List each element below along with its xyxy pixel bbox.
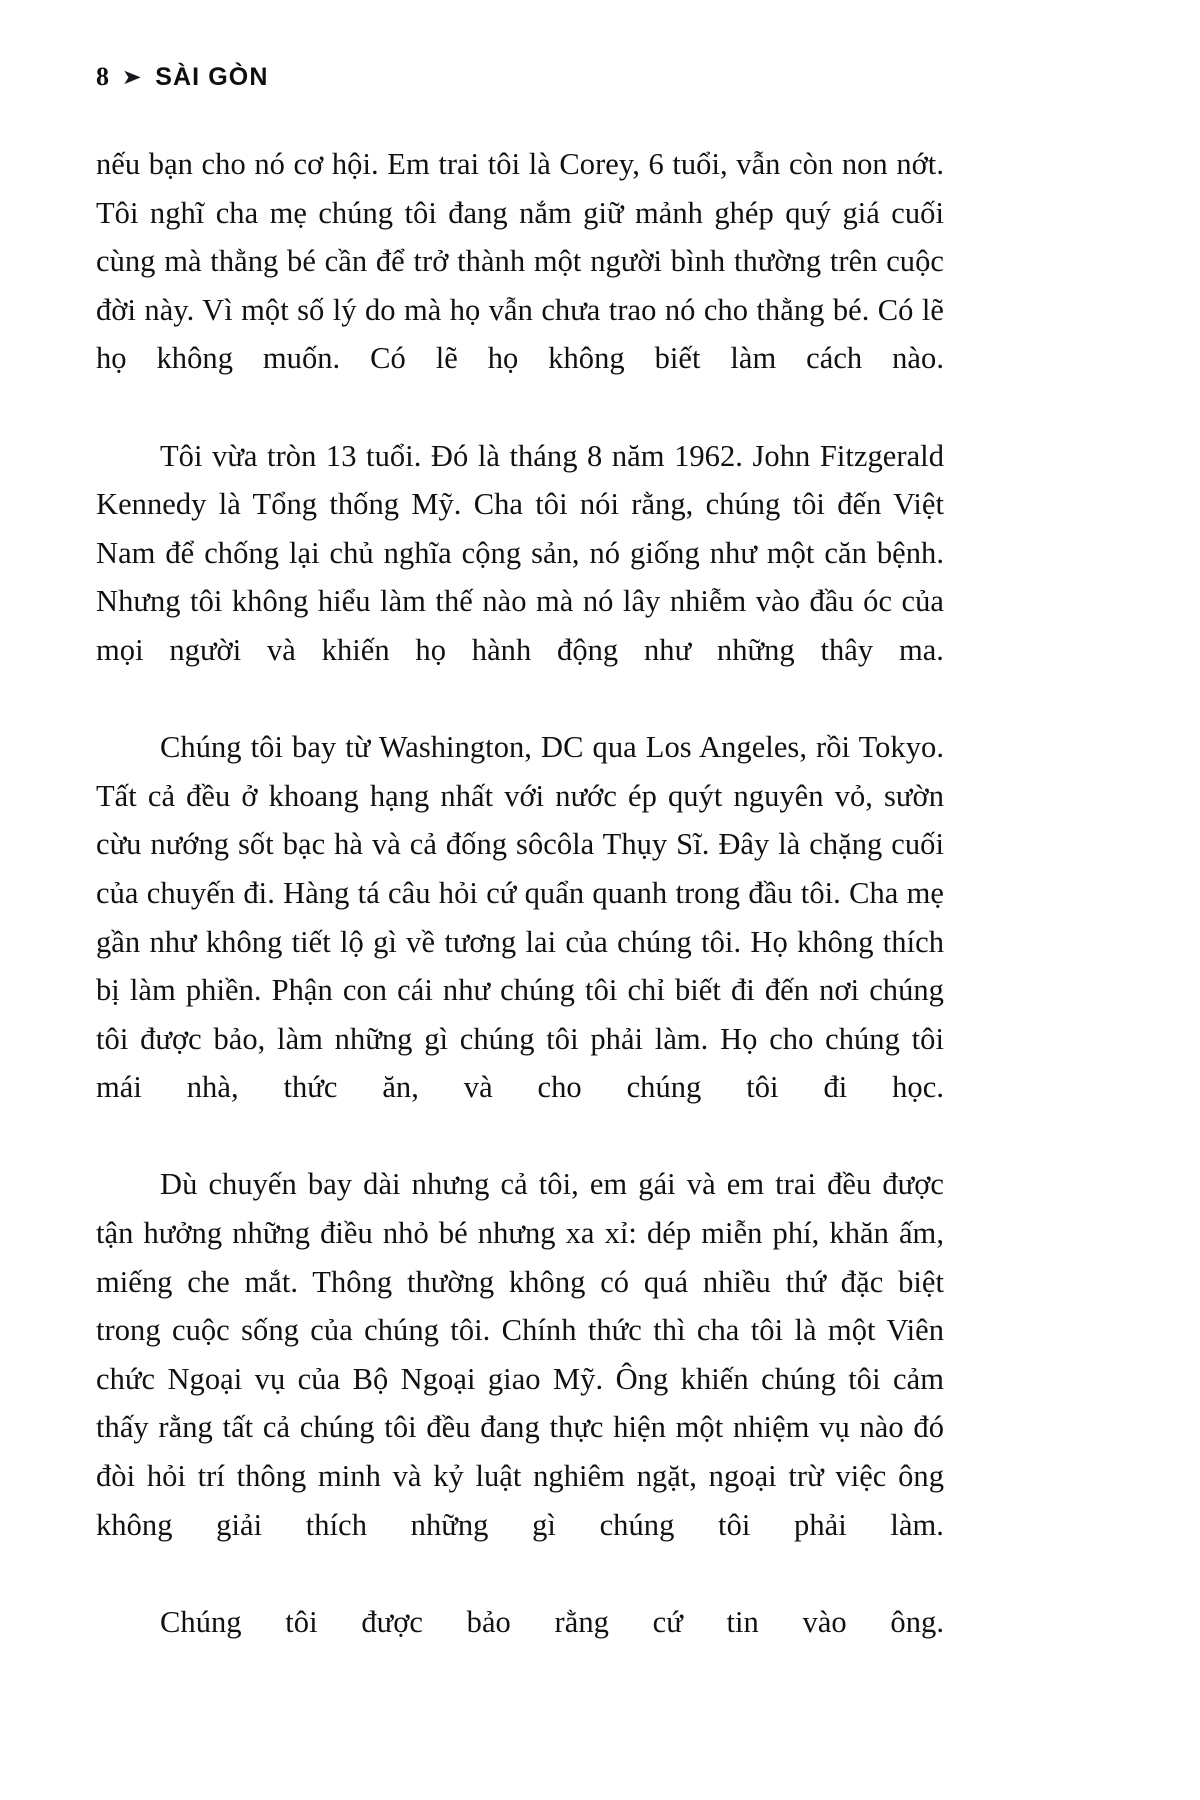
paragraph: Dù chuyến bay dài nhưng cả tôi, em gái và em trai đều được tận hưởng những điều nhỏ bé nhưng xa xỉ: dép miễn phí, khăn ấm, miếng che mắt. Thông thường không có quá nhiều thứ đặc biệt trong cuộc sống của chúng tôi. Chính thức thì cha tôi là một Viên chức Ngoại vụ của Bộ Ngoại giao Mỹ. Ông khiến chúng tôi cảm thấy rằng tất cả chúng tôi đều đang thực hiện một nhiệm vụ nào đó đòi hỏi trí thông minh và kỷ luật nghiêm ngặt, ngoại trừ việc ông không giải thích những gì chúng tôi phải làm. (96, 1167, 944, 1542)
paragraph: nếu bạn cho nó cơ hội. Em trai tôi là Corey, 6 tuổi, vẫn còn non nớt. Tôi nghĩ cha mẹ chúng tôi đang nắm giữ mảnh ghép quý giá cuối cùng mà thằng bé cần để trở thành một người bình thường trên cuộc đời này. Vì một số lý do mà họ vẫn chưa trao nó cho thằng bé. Có lẽ họ không muốn. Có lẽ họ không biết làm cách nào. (96, 147, 944, 376)
page-number: 8 (96, 62, 109, 91)
paragraph: Tôi vừa tròn 13 tuổi. Đó là tháng 8 năm 1962. John Fitzgerald Kennedy là Tổng thống Mỹ. Cha tôi nói rằng, chúng tôi đến Việt Nam để chống lại chủ nghĩa cộng sản, nó giống như một căn bệnh. Nhưng tôi không hiểu làm thế nào mà nó lây nhiễm vào đầu óc của mọi người và khiến họ hành động như những thây ma. (96, 438, 944, 667)
arrowhead-ornament-icon: ➤ (121, 66, 143, 89)
paragraph: Chúng tôi được bảo rằng cứ tin vào ông. (160, 1604, 944, 1639)
body-text-block (96, 140, 944, 1695)
running-head (96, 62, 956, 92)
paragraph: Chúng tôi bay từ Washington, DC qua Los Angeles, rồi Tokyo. Tất cả đều ở khoang hạng nhất với nước ép quýt nguyên vỏ, sườn cừu nướng sốt bạc hà và cả đống sôcôla Thụy Sĩ. Đây là chặng cuối của chuyến đi. Hàng tá câu hỏi cứ quẩn quanh trong đầu tôi. Cha mẹ gần như không tiết lộ gì về tương lai của chúng tôi. Họ không thích bị làm phiền. Phận con cái như chúng tôi chỉ biết đi đến nơi chúng tôi được bảo, làm những gì chúng tôi phải làm. Họ cho chúng tôi mái nhà, thức ăn, và cho chúng tôi đi học. (96, 730, 944, 1105)
running-title: SÀI GÒN (155, 63, 269, 91)
